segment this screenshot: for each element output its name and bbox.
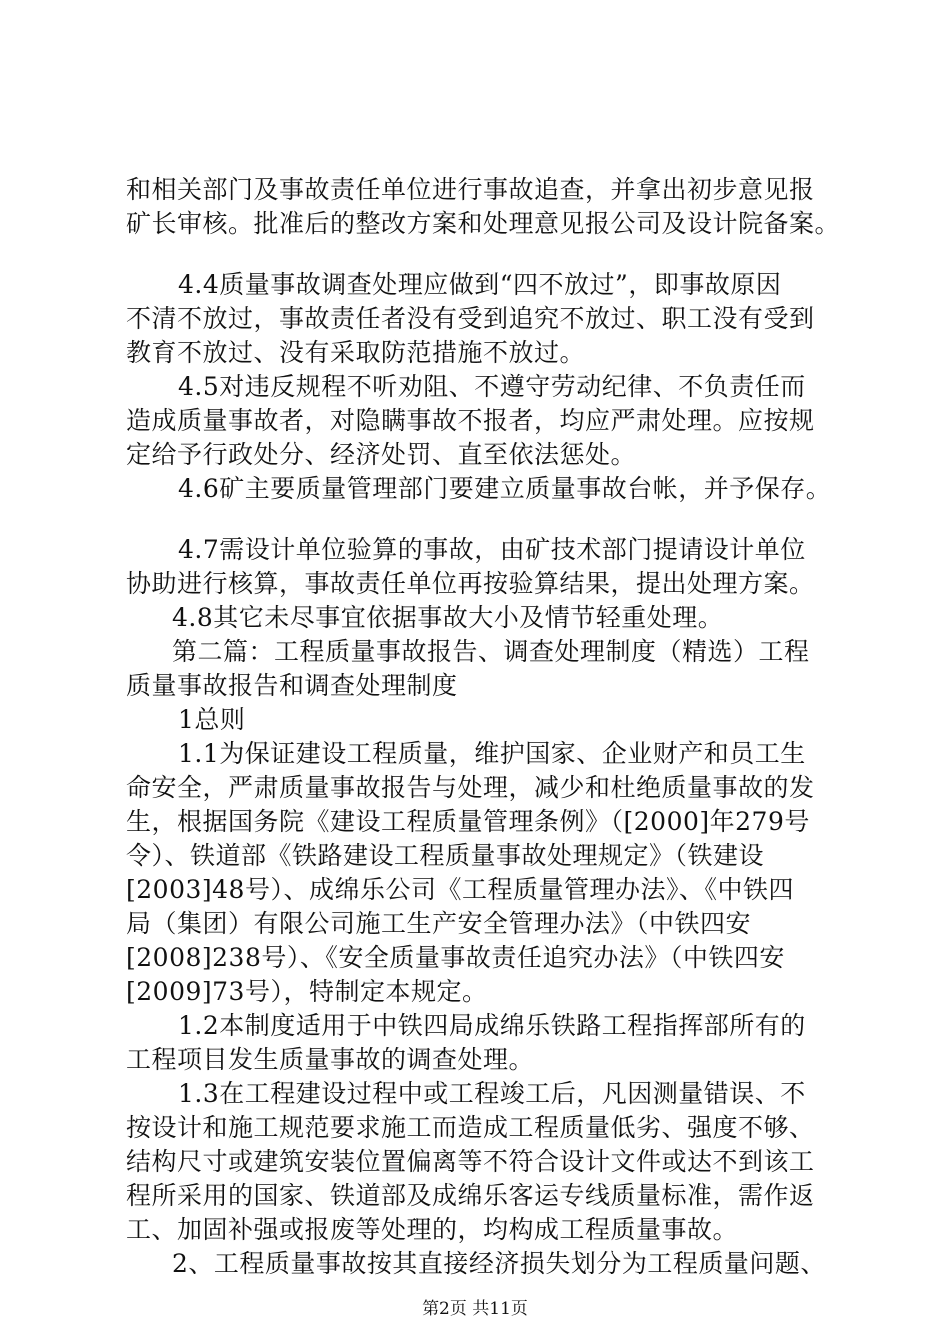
paragraph-4-8: 4.8其它未尽事宜依据事故大小及情节轻重处理。 [172, 603, 724, 632]
text-line: 造成质量事故者，对隐瞒事故不报者，均应严肃处理。应按规 [126, 406, 815, 435]
paragraph-2: 2、工程质量事故按其直接经济损失划分为工程质量问题、 [172, 1249, 826, 1278]
paragraph-4-4: 4.4质量事故调查处理应做到“四不放过”，即事故原因 [178, 270, 782, 299]
paragraph-1-1: 1.1为保证建设工程质量，维护国家、企业财产和员工生 [178, 739, 806, 768]
paragraph-1-2: 1.2本制度适用于中铁四局成绵乐铁路工程指挥部所有的 [178, 1011, 806, 1040]
text-line: 程所采用的国家、铁道部及成绵乐客运专线质量标准，需作返 [126, 1181, 815, 1210]
text-line: 教育不放过、没有采取防范措施不放过。 [126, 338, 586, 367]
text-line: 和相关部门及事故责任单位进行事故追查，并拿出初步意见报 [126, 175, 815, 204]
text-line: [2003]48号）、成绵乐公司《工程质量管理办法》、《中铁四 [126, 875, 794, 904]
text-line: 局（集团）有限公司施工生产安全管理办法》（中铁四安 [126, 909, 752, 938]
chapter-title: 1总则 [178, 705, 246, 734]
text-line: 令）、铁道部《铁路建设工程质量事故处理规定》（铁建设 [126, 841, 765, 870]
text-line: 按设计和施工规范要求施工而造成工程质量低劣、强度不够、 [126, 1113, 815, 1142]
page-footer: 第2页 共11页 [422, 1299, 528, 1319]
text-line: 工程项目发生质量事故的调查处理。 [126, 1045, 535, 1074]
paragraph-1-3: 1.3在工程建设过程中或工程竣工后，凡因测量错误、不 [178, 1079, 806, 1108]
text-line: 不清不放过，事故责任者没有受到追究不放过、职工没有受到 [126, 304, 815, 333]
paragraph-4-7: 4.7需设计单位验算的事故，由矿技术部门提请设计单位 [178, 535, 806, 564]
text-line: 结构尺寸或建筑安装位置偏离等不符合设计文件或达不到该工 [126, 1147, 815, 1176]
text-line: 协助进行核算，事故责任单位再按验算结果，提出处理方案。 [126, 569, 815, 598]
text-line: 工、加固补强或报废等处理的，均构成工程质量事故。 [126, 1215, 739, 1244]
text-line: [2008]238号）、《安全质量事故责任追究办法》（中铁四安 [126, 943, 785, 972]
section-heading: 第二篇：工程质量事故报告、调查处理制度（精选）工程 [172, 637, 810, 666]
text-line: 生，根据国务院《建设工程质量管理条例》（[2000]年279号 [126, 807, 810, 836]
paragraph-4-5: 4.5对违反规程不听劝阻、不遵守劳动纪律、不负责任而 [178, 372, 806, 401]
text-line: [2009]73号），特制定本规定。 [126, 977, 488, 1006]
text-line: 定给予行政处分、经济处罚、直至依法惩处。 [126, 440, 637, 469]
section-heading-cont: 质量事故报告和调查处理制度 [126, 671, 458, 700]
paragraph-4-6: 4.6矿主要质量管理部门要建立质量事故台帐，并予保存。 [178, 474, 832, 503]
text-line: 命安全，严肃质量事故报告与处理，减少和杜绝质量事故的发 [126, 773, 815, 802]
text-line: 矿长审核。批准后的整改方案和处理意见报公司及设计院备案。 [126, 209, 841, 238]
